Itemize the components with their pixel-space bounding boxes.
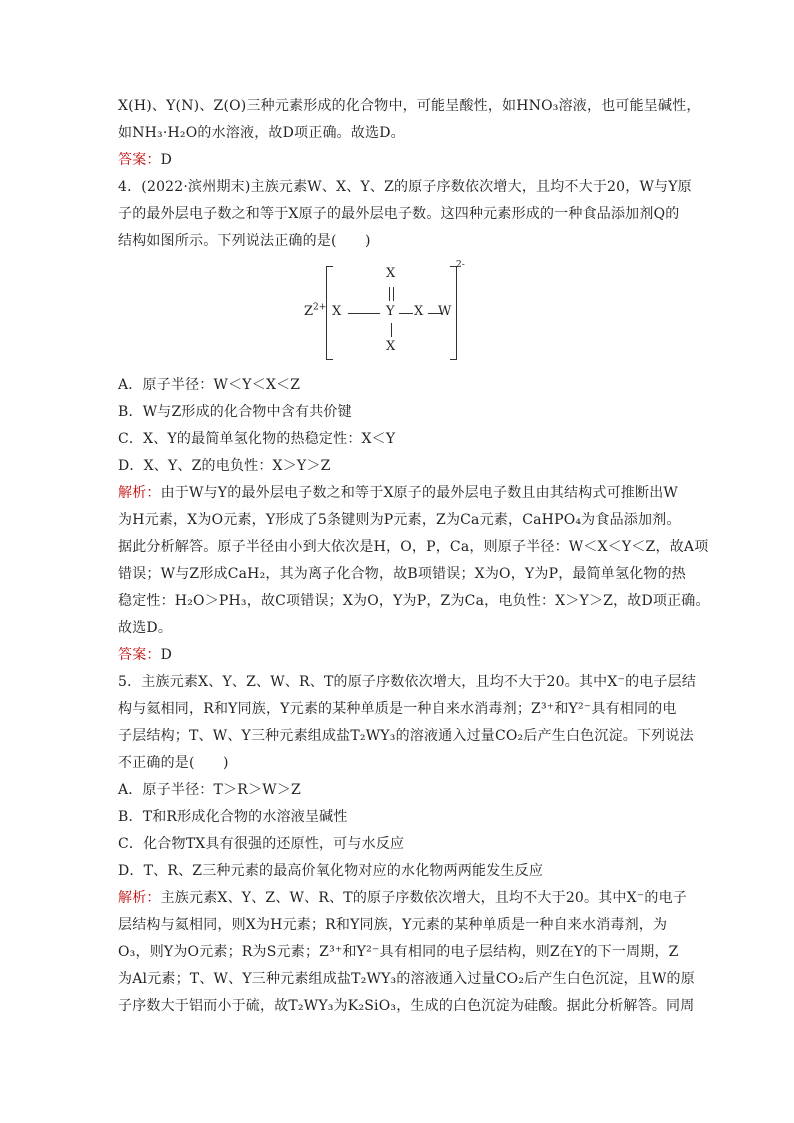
answer-label: 答案： [118,152,161,168]
question-4-line: 4．(2022·滨州期末)主族元素W、X、Y、Z的原子序数依次增大，且均不大于20，W与Y原 [118,179,692,195]
question-5-line: 5．主族元素X、Y、Z、W、R、T的原子序数依次增大，且均不大于20。其中X⁻的电子层结 [118,674,697,690]
double-bond-2 [393,287,394,301]
option-d: D．T、R、Z三种元素的最高价氧化物对应的水化物两两能发生反应 [118,863,544,879]
answer-value: D [160,647,173,663]
atom-bottom: X [386,339,396,354]
structure-diagram [300,262,500,362]
explanation-label: 解析： [118,485,161,501]
question-5-line: 构与氦相同，R和Y同族，Y元素的某种单质是一种自来水消毒剂；Z³⁺和Y²⁻具有相同的电 [118,701,677,717]
explanation-line: 为H元素，X为O元素，Y形成了5条键则为P元素，Z为Ca元素，CaHPO₄为食品添加剂。 [118,512,681,528]
question-5-line: 子层结构；T、W、Y三种元素组成盐T₂WY₃的溶液通入过量CO₂后产生白色沉淀。下列说法 [118,728,694,744]
atom-center: Y [386,304,395,319]
question-4-line: 子的最外层电子数之和等于X原子的最外层电子数。这四种元素形成的一种食品添加剂Q的 [118,206,680,222]
text-line: X(H)、Y(N)、Z(O)三种元素形成的化合物中，可能呈酸性，如HNO₃溶液，也可能呈碱性， [118,98,701,114]
bond-right-1 [399,313,413,314]
cation-atom: $Z^{2+}$ [304,302,327,319]
option-a: A．原子半径：T＞R＞W＞Z [118,782,301,798]
option-d: D．X、Y、Z的电负性：X＞Y＞Z [118,458,331,474]
explanation-line: 层结构与氦相同，则X为H元素；R和Y同族，Y元素的某种单质是一种自来水消毒剂，为 [118,917,668,933]
option-b: B．W与Z形成的化合物中含有共价键 [118,404,352,420]
atom-left: X [332,304,342,319]
explanation-line: 解析：主族元素X、Y、Z、W、R、T的原子序数依次增大，且均不大于20。其中X⁻的电子 [118,890,687,906]
atom-right-x: X [414,304,424,319]
explanation-line: 子序数大于铝而小于硫，故T₂WY₃为K₂SiO₃，生成的白色沉淀为硅酸。据此分析解答。同周 [118,998,695,1014]
explanation-line: 错误；W与Z形成CaH₂，其为离子化合物，故B项错误；X为O，Y为P，最简单氢化物的热 [118,566,686,582]
explanation-line: 解析：由于W与Y的最外层电子数之和等于X原子的最外层电子数且由其结构式可推断出W [118,485,678,501]
answer-line [118,151,172,169]
explanation-line: O₃，则Y为O元素；R为S元素；Z³⁺和Y²⁻具有相同的电子层结构，则Z在Y的下一周期，Z [118,944,679,960]
bond-left [348,313,380,314]
explanation-line: 稳定性：H₂O＞PH₃，故C项错误；X为O，Y为P，Z为Ca，电负性：X＞Y＞Z，故D项正确。 [118,593,710,609]
question-5-line: 不正确的是( ) [118,755,229,771]
anion-charge: 2- [456,260,465,270]
explanation-line: 据此分析解答。原子半径由小到大依次是H，O，P，Ca，则原子半径：W＜X＜Y＜Z，故A项 [118,539,709,555]
explanation-line: 故选D。 [118,620,173,636]
option-c: C．X、Y的最简单氢化物的热稳定性：X＜Y [118,431,396,447]
question-4-line: 结构如图所示。下列说法正确的是( ) [118,233,371,249]
option-c: C．化合物TX具有很强的还原性，可与水反应 [118,836,405,852]
atom-top: X [386,266,396,281]
option-a: A．原子半径：W＜Y＜X＜Z [118,377,301,393]
answer-value: D [160,152,173,168]
explanation-label: 解析： [118,890,161,906]
bond-down [391,323,392,337]
atom-right-w: W [438,304,452,319]
answer-line [118,646,172,664]
explanation-line: 为Al元素；T、W、Y三种元素组成盐T₂WY₃的溶液通入过量CO₂后产生白色沉淀，且W的原 [118,971,695,987]
text-line: 如NH₃·H₂O的水溶液，故D项正确。故选D。 [118,125,405,141]
double-bond-1 [389,287,390,301]
answer-label: 答案： [118,647,161,663]
option-b: B．T和R形成化合物的水溶液呈碱性 [118,809,348,825]
